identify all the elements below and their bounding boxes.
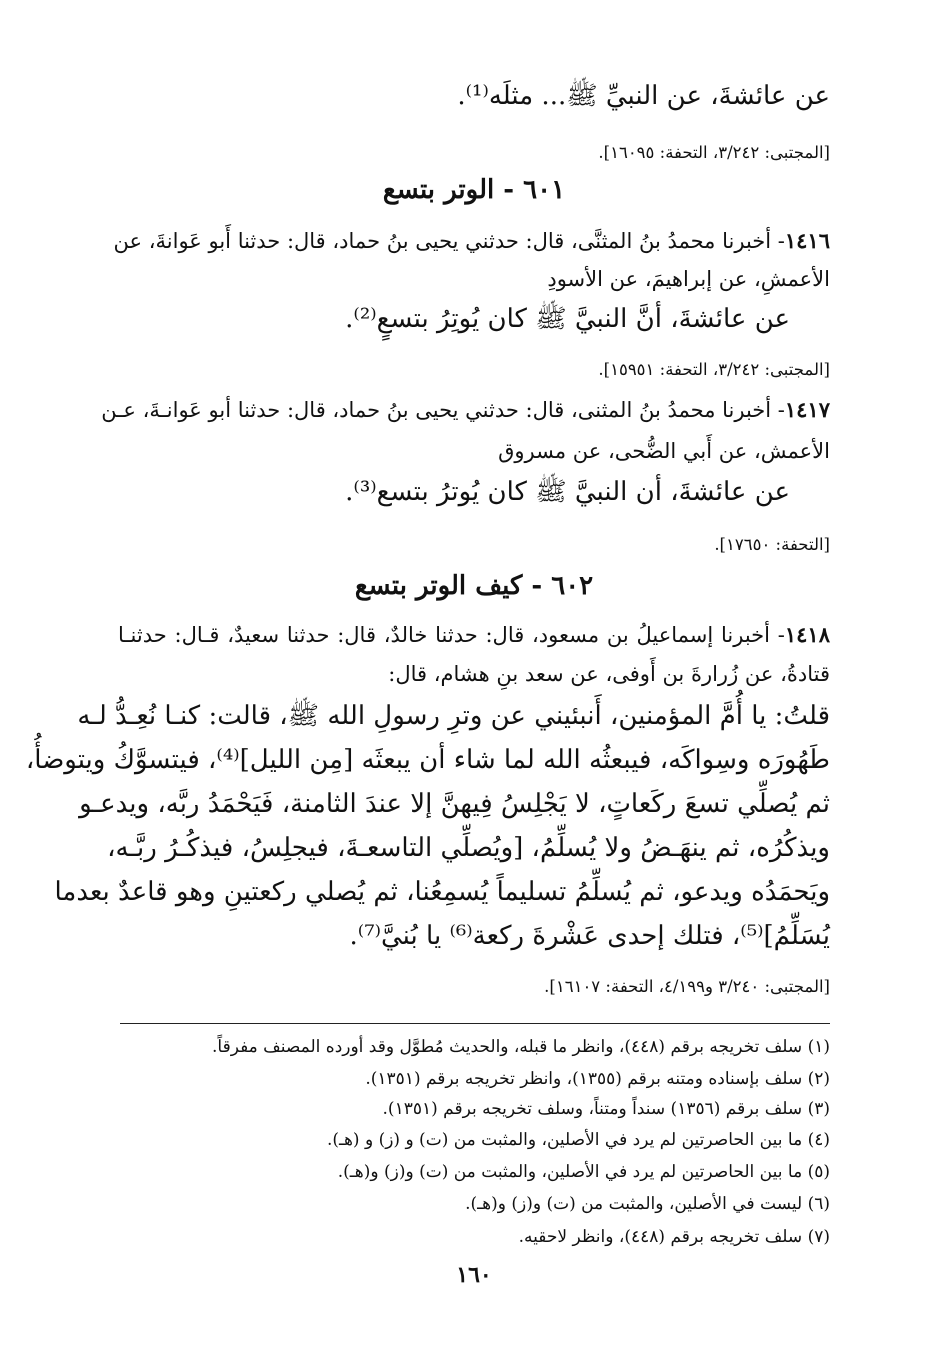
hadith-1418-body-line: ثم يُصلِّي تسعَ ركَعاتٍ، لا يَجْلِسُ فِيهنَّ إلا عندَ الثامنة، فَيَحْمَدُ ربَّه، ويدعـو bbox=[79, 789, 830, 819]
hadith-text: - أخبرنا محمدُ بنُ المثنى، قال: حدثني يحيى بنُ حماد، قال: حدثنا أبو عَوانـةَ، عـن bbox=[101, 398, 785, 422]
hadith-1418-body-line: ويذكُرُه، ثم ينهَـضُ ولا يُسلِّمُ، [ويُصلِّي التاسعـةَ، فيجلِسُ، فيذكُـرُ ربَّـه، bbox=[107, 833, 830, 863]
reference-line: [التحفة: ١٧٦٥٠]. bbox=[714, 535, 830, 554]
hadith-number: ١٤١٨ bbox=[784, 622, 830, 647]
hadith-number: ١٤١٦ bbox=[784, 228, 830, 253]
footnote: (٢) سلف بإسناده ومتنه برقم (١٣٥٥)، وانظر تخريجه برقم (١٣٥١). bbox=[365, 1069, 830, 1089]
hadith-1418-chain: قتادةُ، عن زُرارةَ بن أَوفى، عن سعد بنِ هشام، قال: bbox=[388, 662, 830, 686]
reference-line: [المجتبى: ٣/٢٤٢، التحفة: ١٦٠٩٥]. bbox=[598, 143, 830, 162]
hadith-1417-line bbox=[101, 397, 830, 423]
hadith-text: - أخبرنا إسماعيلُ بن مسعود، قال: حدثنا خالدٌ، قال: حدثنا سعيدٌ، قـال: حدثنـا bbox=[118, 623, 785, 647]
continuation-line: عن عائشةَ، عن النبيِّ ﷺ... مثلَه⁽¹⁾. bbox=[457, 81, 830, 111]
chapter-heading: ٦٠٢ - كيف الوتر بتسع bbox=[354, 571, 594, 601]
hadith-1418-body-line: ويَحمَدُه ويدعو، ثم يُسلِّمُ تسليماً يُسمِعُنا، ثم يُصلي ركعتينِ وهو قاعدٌ بعدما bbox=[54, 877, 830, 907]
chapter-heading: ٦٠١ - الوتر بتسع bbox=[382, 175, 566, 205]
hadith-text: - أخبرنا محمدُ بنُ المثنَّى، قال: حدثني يحيى بنُ حماد، قال: حدثنا أَبو عَوانةَ، عن bbox=[113, 229, 785, 253]
footnote: (٦) ليست في الأصلين، والمثبت من (ت) و(ز) و(هـ). bbox=[465, 1194, 830, 1214]
footnote: (٧) سلف تخريجه برقم (٤٤٨)، وانظر لاحقيه. bbox=[518, 1227, 830, 1247]
hadith-1416-chain: الأعمشِ، عن إبراهيمَ، عن الأسودِ bbox=[547, 267, 830, 291]
footnote: (١) سلف تخريجه برقم (٤٤٨)، وانظر ما قبله، والحديث مُطوَّل وقد أورده المصنف مفرقاً. bbox=[211, 1037, 830, 1057]
hadith-1416-line bbox=[113, 228, 830, 254]
hadith-1418-body-line: يُسَلِّمُ]⁽⁵⁾، فتلك إحدى عَشْرةَ ركعة⁽⁶⁾ يا بُنيَّ⁽⁷⁾. bbox=[349, 921, 830, 951]
hadith-1418-body-line: قلتُ: يا أُمَّ المؤمنين، أَنبئيني عن وترِ رسولِ الله ﷺ، قالت: كنـا نُعِـدُّ لـه bbox=[77, 701, 830, 731]
footnote: (٣) سلف برقم (١٣٥٦) سنداً ومتناً، وسلف تخريجه برقم (١٣٥١). bbox=[382, 1099, 830, 1119]
hadith-1417-matn: عن عائشةَ، أن النبيَّ ﷺ كان يُوترُ بتسع⁽³⁾. bbox=[345, 477, 790, 507]
hadith-1417-chain: الأعمش، عن أَبي الضُّحى، عن مسروق bbox=[498, 439, 830, 463]
hadith-1416-matn: عن عائشةَ، أنَّ النبيَّ ﷺ كان يُوتِرُ بتسعٍ⁽²⁾. bbox=[345, 304, 790, 334]
reference-line: [المجتبى: ٣/٢٤٠ و٤/١٩٩، التحفة: ١٦١٠٧]. bbox=[544, 977, 830, 996]
footnote: (٥) ما بين الحاصرتين لم يرد في الأصلين، والمثبت من (ت) و(ز) و(هـ). bbox=[337, 1162, 830, 1182]
footnote-divider bbox=[120, 1023, 830, 1024]
page-number: ١٦٠ bbox=[456, 1262, 492, 1288]
reference-line: [المجتبى: ٣/٢٤٢، التحفة: ١٥٩٥١]. bbox=[598, 360, 830, 379]
footnote: (٤) ما بين الحاصرتين لم يرد في الأصلين، والمثبت من (ت) و (ز) و (هـ). bbox=[326, 1130, 830, 1150]
hadith-1418-line bbox=[118, 622, 830, 648]
hadith-1418-body-line: طَهُورَه وسِواكَه، فيبعثُه الله لما شاء أن يبعثَه [مِن الليل]⁽⁴⁾، فيتسوَّكُ ويتوضأُ، bbox=[25, 745, 830, 775]
hadith-number: ١٤١٧ bbox=[784, 397, 830, 422]
